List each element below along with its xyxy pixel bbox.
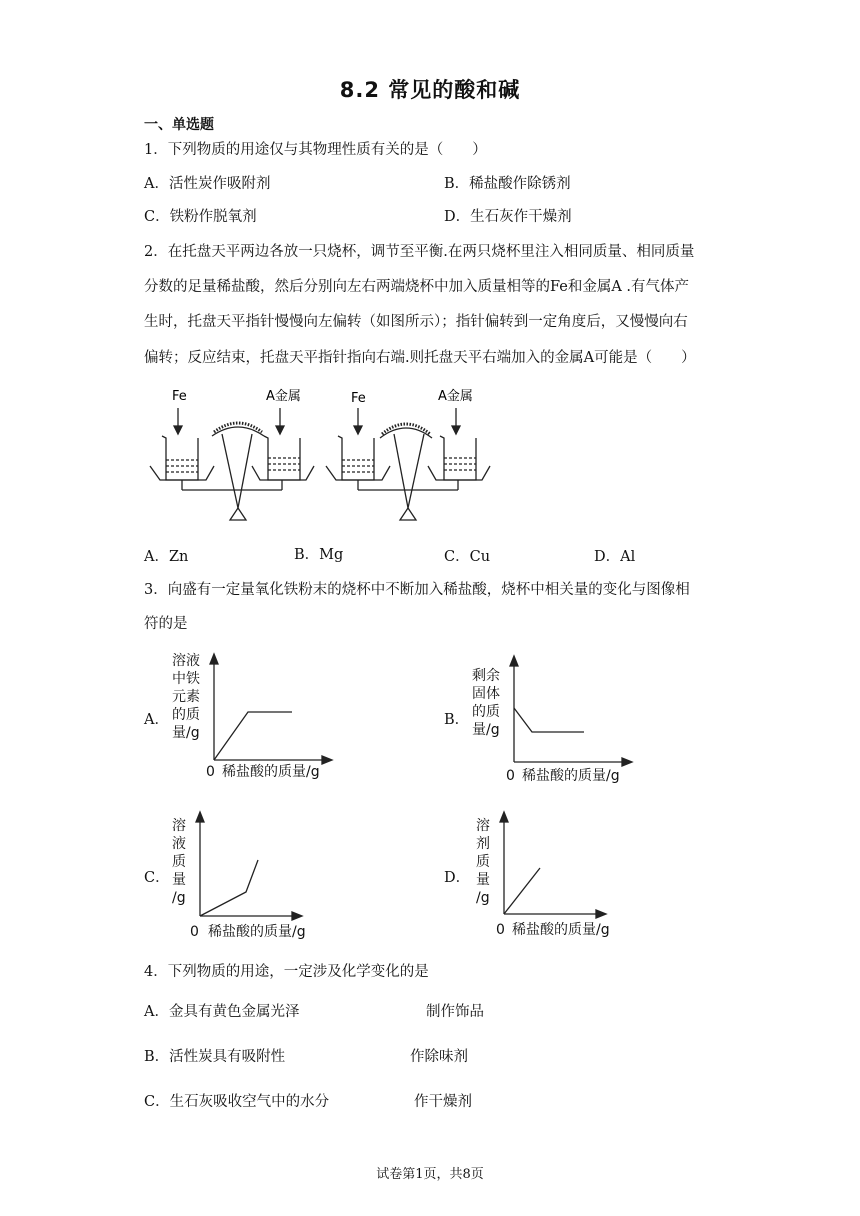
question-3-line2: 符的是 xyxy=(144,616,188,632)
q4-option-c-use: 作干燥剂 xyxy=(414,1094,472,1110)
graph-d-origin: 0 xyxy=(496,922,505,938)
graph-c-ylabel-5: /g xyxy=(172,890,186,906)
graph-a-curve xyxy=(214,712,292,760)
fig-label-fe-left: Fe xyxy=(172,389,187,404)
graph-c-xlabel: 稀盐酸的质量/g xyxy=(208,924,306,940)
graph-a-origin: 0 xyxy=(206,764,215,780)
page-footer: 试卷第1页，共8页 xyxy=(376,1167,484,1182)
q3-graph-b xyxy=(466,650,646,785)
q4-option-b[interactable]: B．活性炭具有吸附性 xyxy=(144,1049,286,1065)
graph-b-ylabel-1: 剩余 xyxy=(472,668,500,684)
q3-graph-c xyxy=(166,806,326,942)
graph-c-ylabel-4: 量 xyxy=(172,872,186,888)
q3-graph-a xyxy=(166,650,346,785)
q3-option-c[interactable]: C． xyxy=(144,870,170,886)
graph-a-ylabel-3: 元素 xyxy=(172,689,200,705)
question-3-line1: 3．向盛有一定量氧化铁粉末的烧杯中不断加入稀盐酸，烧杯中相关量的变化与图像相 xyxy=(144,582,690,598)
q4-option-a-use: 制作饰品 xyxy=(426,1004,484,1020)
q4-option-c[interactable]: C．生石灰吸收空气中的水分 xyxy=(144,1094,330,1110)
graph-b-origin: 0 xyxy=(506,768,515,784)
question-4-stem: 4．下列物质的用途，一定涉及化学变化的是 xyxy=(144,964,429,980)
graph-d-ylabel-5: /g xyxy=(476,890,490,906)
section-heading: 一、单选题 xyxy=(144,117,214,133)
q3-option-a[interactable]: A． xyxy=(144,712,169,728)
graph-d-ylabel-4: 量 xyxy=(476,872,490,888)
graph-b-ylabel-2: 固体 xyxy=(472,686,500,702)
q4-option-a[interactable]: A．金具有黄色金属光泽 xyxy=(144,1004,300,1020)
question-2-line3: 生时，托盘天平指针慢慢向左偏转（如图所示）；指针偏转到一定角度后，又慢慢向右 xyxy=(144,314,688,330)
question-2-line1: 2．在托盘天平两边各放一只烧杯，调节至平衡.在两只烧杯里注入相同质量、相同质量 xyxy=(144,244,695,260)
balance-figure xyxy=(140,380,520,530)
q3-option-b[interactable]: B． xyxy=(444,712,470,728)
graph-a-ylabel-4: 的质 xyxy=(172,707,200,723)
graph-d-ylabel-2: 剂 xyxy=(476,836,490,852)
q2-option-b[interactable]: B．Mg xyxy=(294,547,344,563)
q4-option-b-use: 作除味剂 xyxy=(410,1049,468,1065)
q3-graph-d xyxy=(466,806,626,942)
question-2-line2: 分数的足量稀盐酸，然后分别向左右两端烧杯中加入质量相等的Fe和金属A .有气体产 xyxy=(144,279,690,295)
q1-option-a[interactable]: A．活性炭作吸附剂 xyxy=(144,176,271,192)
q1-option-c[interactable]: C．铁粉作脱氧剂 xyxy=(144,209,257,225)
q1-option-b[interactable]: B．稀盐酸作除锈剂 xyxy=(444,176,571,192)
graph-b-ylabel-4: 量/g xyxy=(472,722,500,738)
fig-label-fe-right: Fe xyxy=(351,391,366,406)
fig-label-a-right: A金属 xyxy=(438,389,473,404)
graph-a-xlabel: 稀盐酸的质量/g xyxy=(222,764,320,780)
q1-option-d[interactable]: D．生石灰作干燥剂 xyxy=(444,209,572,225)
graph-d-ylabel-1: 溶 xyxy=(476,818,490,834)
graph-d-curve xyxy=(504,868,540,914)
q3-option-d[interactable]: D． xyxy=(444,870,471,886)
fig-label-a-left: A金属 xyxy=(266,389,301,404)
graph-b-ylabel-3: 的质 xyxy=(472,704,500,720)
graph-b-xlabel: 稀盐酸的质量/g xyxy=(522,768,620,784)
q2-option-a[interactable]: A．Zn xyxy=(144,549,189,565)
graph-c-ylabel-3: 质 xyxy=(172,854,186,870)
graph-c-ylabel-2: 液 xyxy=(172,836,186,852)
question-2-line4: 偏转；反应结束，托盘天平指针指向右端.则托盘天平右端加入的金属A可能是（ ） xyxy=(144,350,696,366)
graph-c-ylabel-1: 溶 xyxy=(172,818,186,834)
graph-a-ylabel-5: 量/g xyxy=(172,725,200,741)
graph-b-curve xyxy=(514,708,584,732)
graph-d-ylabel-3: 质 xyxy=(476,854,490,870)
question-1-stem: 1．下列物质的用途仅与其物理性质有关的是（ ） xyxy=(144,142,487,158)
graph-d-xlabel: 稀盐酸的质量/g xyxy=(512,922,610,938)
page-title: 8.2 常见的酸和碱 xyxy=(339,78,521,102)
graph-a-ylabel-1: 溶液 xyxy=(172,653,200,669)
q2-option-d[interactable]: D．Al xyxy=(594,549,636,565)
graph-c-origin: 0 xyxy=(190,924,199,940)
q2-option-c[interactable]: C．Cu xyxy=(444,549,491,565)
graph-a-ylabel-2: 中铁 xyxy=(172,671,200,687)
graph-c-curve xyxy=(200,860,258,916)
